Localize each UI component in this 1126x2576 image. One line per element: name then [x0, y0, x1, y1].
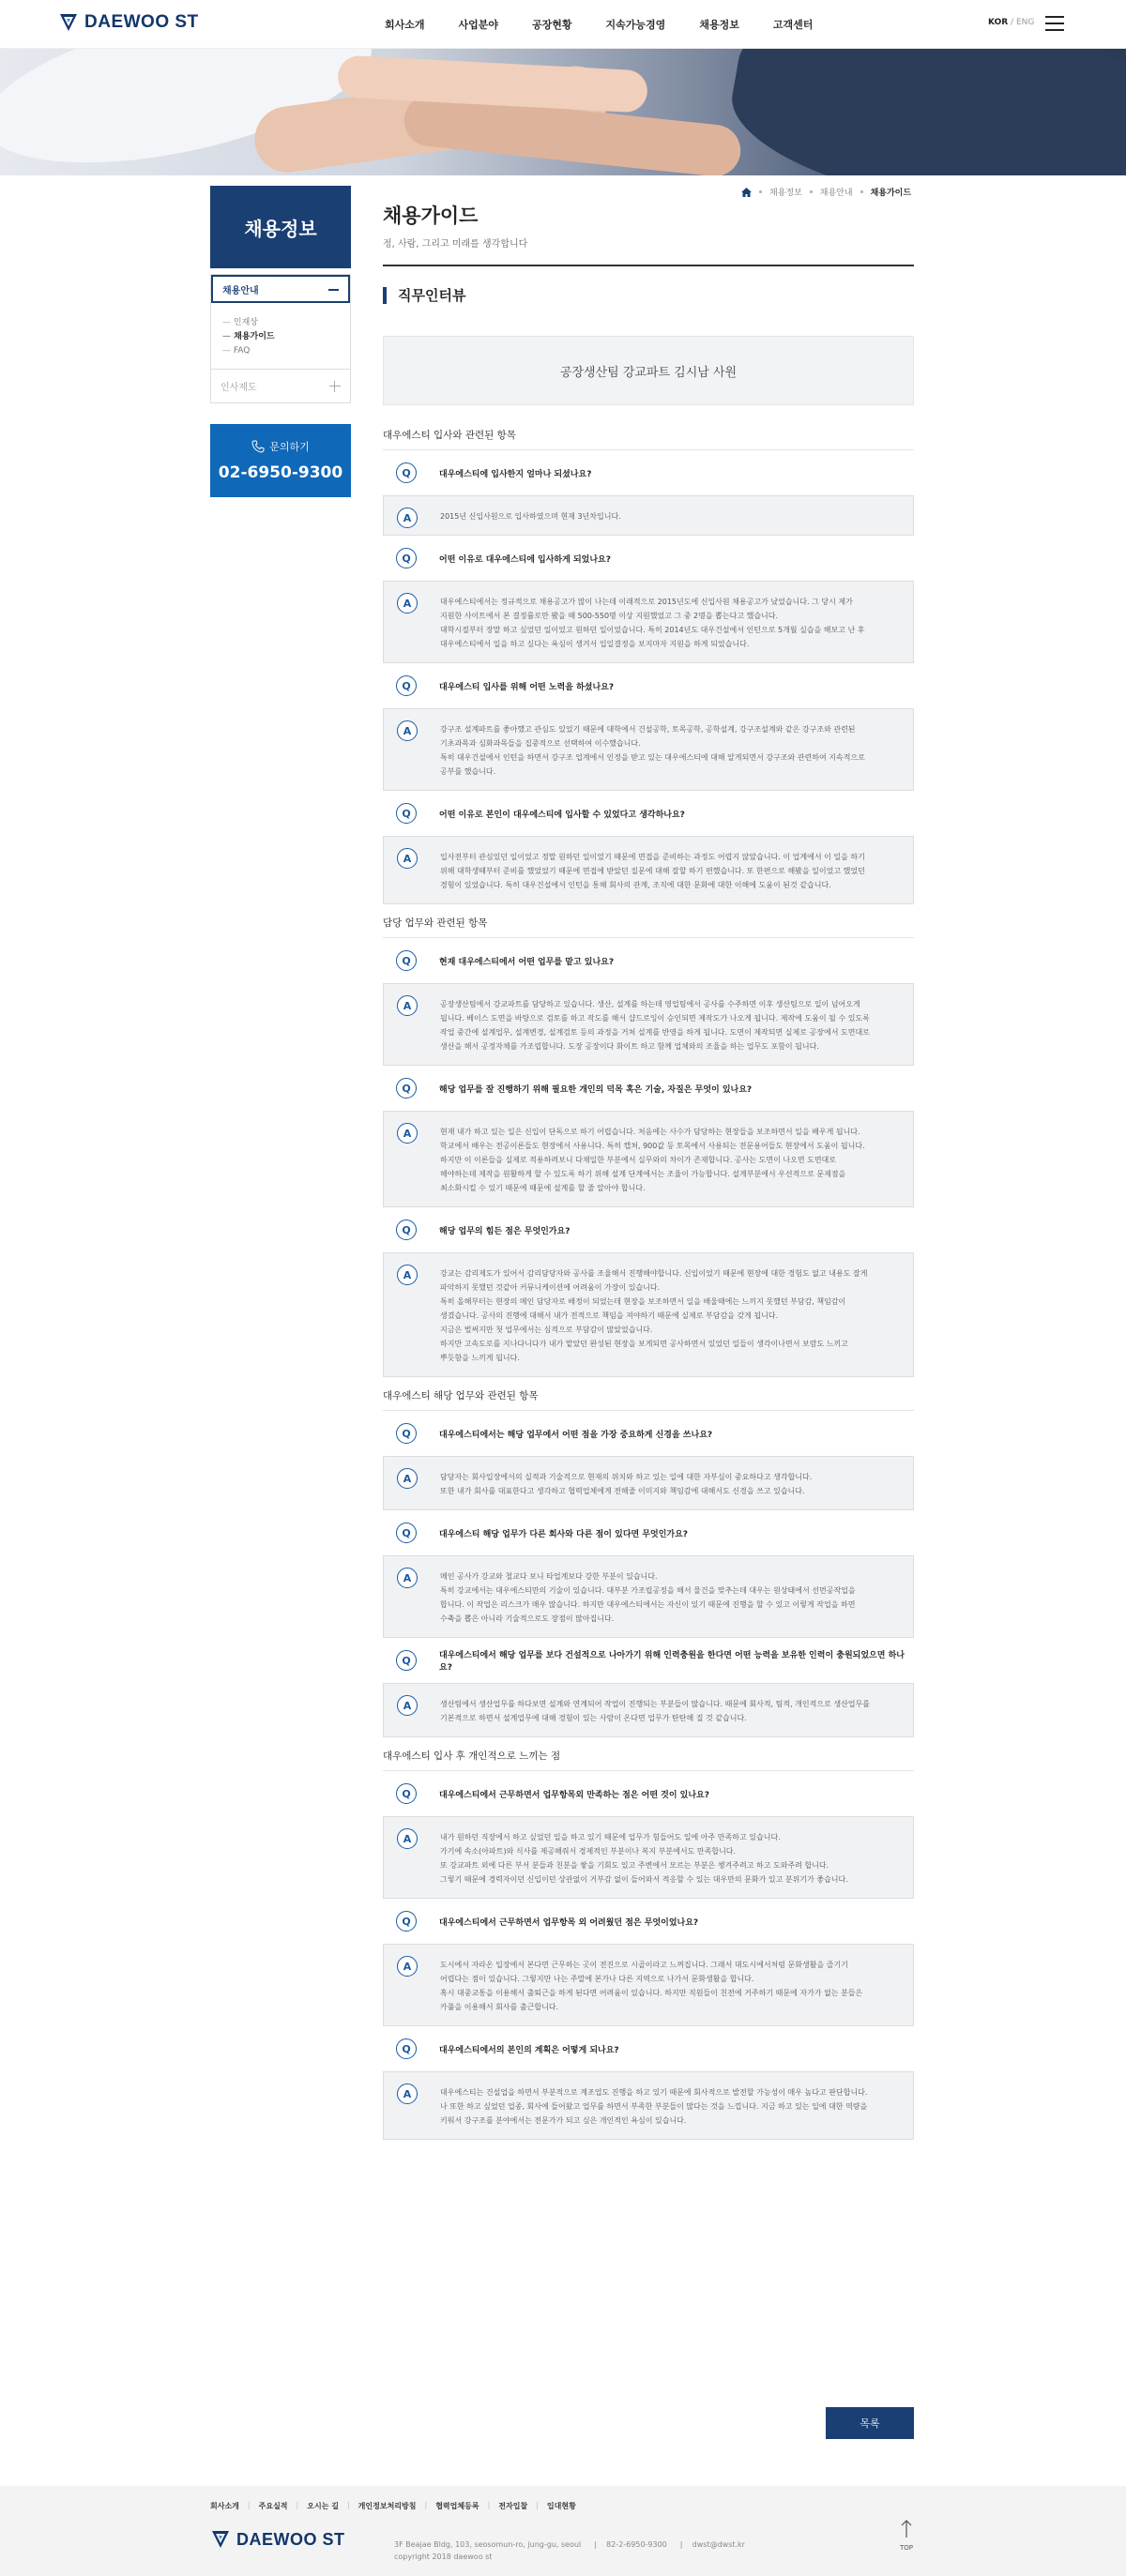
question-badge-icon: Q	[396, 548, 417, 568]
answer-badge-icon: A	[397, 995, 418, 1016]
answer-line: 또 강교파트 외에 다른 부서 분들과 친분을 쌓을 기회도 있고 주변에서 모르는 부분은 챙겨주려고 하고 도와주려 합니다.	[440, 1861, 829, 1870]
nav-item-sustainability[interactable]: 지속가능경영	[605, 19, 666, 31]
footer-menu: 회사소개 | 주요실적 | 오시는 길 | 개인정보처리방침 | 협력업체등록 | 전자입찰 | 입대현황	[210, 2501, 576, 2510]
answer-line: 경험이 있었습니다. 특히 대우건설에서 인턴을 통해 회사의 관계, 조직에 대한 문화에 대한 이해에 도움이 된것 같습니다.	[440, 881, 831, 889]
footer-link[interactable]: 주요실적	[258, 2502, 288, 2510]
logo[interactable]	[58, 12, 199, 33]
question-row	[383, 1510, 914, 1555]
lang-separator: /	[1011, 18, 1014, 27]
answer-line: 합니다. 이 작업은 리스크가 매우 많습니다. 하지만 대우에스티에서는 자신이 있기 때문에 진행을 할 수 있고 이렇게 작업을 하면	[440, 1600, 856, 1609]
footer-link[interactable]: 회사소개	[210, 2502, 239, 2510]
answer-line: 나 또한 하고 싶었던 업종, 회사에 들어왔고 업무를 하면서 부족한 부분들이 많다는 것을 느낍니다. 지금 하고 있는 일에 대한 역량을	[440, 2102, 868, 2111]
qa-category-title: 대우에스티 입사 후 개인적으로 느끼는 점	[383, 1749, 914, 1771]
answer-box	[383, 1252, 914, 1377]
answer-line: 메인 공사가 강교와 철교다 보니 타업계보다 강한 부분이 있습니다.	[440, 1572, 658, 1581]
answer-box	[383, 836, 914, 904]
answer-line: 현재 내가 하고 있는 일은 신입이 단독으로 하기 어렵습니다. 처음에는 사수가 담당하는 현장들을 보조하면서 일을 배우게 됩니다.	[440, 1128, 860, 1136]
answer-line: 지원한 사이트에서 본 결정률로만 봤을 때 500-550명 이상 지원했었고 그 중 2명을 뽑는다고 했습니다.	[440, 612, 779, 620]
question-row	[383, 1411, 914, 1456]
nav-item-customer[interactable]: 고객센터	[772, 19, 814, 31]
minus-icon	[328, 289, 339, 291]
phone-icon	[251, 440, 265, 453]
arrow-up-icon	[900, 2520, 913, 2538]
answer-badge-icon: A	[397, 1468, 418, 1489]
question-row	[383, 1207, 914, 1252]
question-row	[383, 1899, 914, 1944]
question-text: 어떤 이유로 대우에스티에 입사하게 되었나요?	[439, 554, 611, 565]
footer-logo	[210, 2529, 345, 2550]
qa-list	[383, 428, 914, 2140]
breadcrumb-item[interactable]: 채용정보	[769, 189, 802, 198]
contact-number: 02-6950-9300	[218, 463, 343, 482]
question-text: 대우에스티에 입사한지 얼마나 되셨나요?	[439, 469, 592, 479]
answer-box	[383, 581, 914, 663]
question-badge-icon: Q	[396, 1423, 417, 1444]
question-row	[383, 791, 914, 836]
logo-text: DAEWOO ST	[84, 12, 199, 32]
answer-box	[383, 708, 914, 791]
lnb-menu-hr[interactable]	[211, 369, 350, 402]
section-title: 직무인터뷰	[383, 287, 465, 304]
title-divider	[383, 265, 914, 266]
lnb-menu	[210, 274, 351, 403]
answer-line: 공부를 했습니다.	[440, 767, 496, 776]
answer-line: 뿌듯함을 느끼게 됩니다.	[440, 1354, 520, 1362]
answer-line: 그렇기 때문에 경력자이던 신입이던 상관없이 거부감 없이 들어와서 적응할 수 있는 대우만의 문화가 있고 분위기가 좋습니다.	[440, 1875, 848, 1884]
question-row	[383, 1638, 914, 1683]
question-text: 대우에스티에서는 해당 업무에서 어떤 점을 가장 중요하게 신경을 쓰나요?	[439, 1430, 713, 1440]
answer-line: 학교에서 배우는 전공이론들도 현장에서 사용니다. 특히 캡쳐, 900값 등 토목에서 사용되는 전문용어들도 현장에서 도움이 됩니다.	[440, 1142, 865, 1150]
answer-badge-icon: A	[397, 1568, 418, 1588]
footer-link[interactable]: 개인정보처리방침	[358, 2502, 417, 2510]
footer-phone: 82-2-6950-9300	[606, 2540, 667, 2549]
answer-badge-icon: A	[397, 1695, 418, 1716]
answer-line: 생산팀에서 생산업무를 하다보면 설계와 연계되어 작업이 진행되는 부분들이 많습니다. 때문에 회사적, 팀적, 개인적으로 생산업무를	[440, 1700, 870, 1708]
question-text: 대우에스티에서 근무하면서 업무항목외 만족하는 점은 어떤 것이 있나요?	[439, 1790, 709, 1800]
footer	[0, 2486, 1126, 2576]
lnb-active-menu[interactable]	[211, 275, 350, 303]
breadcrumb-item[interactable]: 채용안내	[819, 189, 853, 198]
lnb-sub-item-faq[interactable]: — FAQ	[222, 344, 275, 358]
question-text: 대우에스티 해당 업무가 다른 회사와 다른 점이 있다면 무엇인가요?	[439, 1529, 689, 1539]
answer-box	[383, 1555, 914, 1638]
question-text: 현재 대우에스티에서 어떤 업무를 맡고 있나요?	[439, 957, 615, 967]
footer-email: dwst@dwst.kr	[692, 2540, 745, 2549]
answer-badge-icon: A	[397, 720, 418, 741]
answer-line: 대학시절부터 장말 하고 싶었던 일이었고 원하던 일이었습니다. 특히 2014년도 대우건설에서 인턴으로 5개월 실습을 해보고 난 후	[440, 626, 865, 634]
footer-link[interactable]: 전자입찰	[498, 2502, 528, 2510]
answer-line: 작업 중간에 설계업무, 설계변경, 설계검토 등의 과정을 거쳐 설계를 반영을 하게 됩니다. 도면이 제작되면 실제로 공장에서 도면대로	[440, 1028, 870, 1037]
answer-line: 대우에스티에서 일을 하고 싶다는 욕심이 생겨서 입일결정을 보지마자 지원을 하게 되었습니다.	[440, 640, 750, 648]
answer-badge-icon: A	[397, 1265, 418, 1285]
footer-address: 3F Beajae Bldg, 103, seosomun-ro, jung-gu, seoul	[394, 2540, 582, 2549]
question-badge-icon: Q	[396, 950, 417, 971]
question-text: 대우에스티에서의 본인의 계획은 어떻게 되나요?	[439, 2045, 619, 2055]
lnb-sub-item-talent[interactable]: — 인재상	[222, 316, 275, 330]
lnb-sub-item-guide[interactable]: — 채용가이드	[222, 330, 275, 344]
breadcrumb-current: 채용가이드	[870, 189, 912, 198]
answer-line: 대우에스티는 건설업을 하면서 부분적으로 계조업도 진행을 하고 있기 때문에 회사적으로 발전할 가능성이 매우 높다고 판단합니다.	[440, 2088, 868, 2097]
answer-line: 생겼습니다. 공사의 진행에 대해서 내가 전적으로 책임을 져야하기 때문에 실제로 부담감을 갖게 됩니다.	[440, 1311, 779, 1320]
question-row	[383, 663, 914, 708]
plus-icon	[329, 381, 341, 392]
question-badge-icon: Q	[396, 1911, 417, 1932]
question-text: 대우에스티 입사를 위해 어떤 노력을 하셨나요?	[439, 682, 615, 692]
answer-box	[383, 495, 914, 536]
answer-badge-icon: A	[397, 2084, 418, 2104]
qa-category-title: 대우에스티 입사와 관련된 항목	[383, 428, 914, 450]
footer-copyright: copyright 2018 daewoo st	[394, 2553, 493, 2561]
question-badge-icon: Q	[396, 462, 417, 483]
answer-badge-icon: A	[397, 1956, 418, 1977]
answer-badge-icon: A	[397, 1123, 418, 1144]
answer-line: 기본적으로 하면서 설계업무에 대해 경험이 있는 사람이 온다면 업무가 탄탄해 질 것 같습니다.	[440, 1714, 747, 1722]
answer-line: 입사전부터 관심있던 일이었고 정말 원하던 일이었기 때문에 면접을 준비하는 과정도 어렵지 않았습니다. 이 업계에서 이 일을 하기	[440, 853, 865, 861]
answer-line: 특히 대우건설에서 인턴을 하면서 강구조 업계에서 인정을 받고 있는 대우에스티에 대해 알게되면서 강구조와 관련하여 지속적으로	[440, 753, 865, 762]
answer-badge-icon: A	[397, 508, 418, 528]
answer-box	[383, 1111, 914, 1207]
question-row	[383, 536, 914, 581]
question-text: 대우에스티에서 해당 업무를 보다 건설적으로 나아가기 위해 인력충원을 한다면 어떤 능력을 보유한 인력이 충원되었으면 하나요?	[439, 1651, 905, 1673]
contact-box[interactable]	[210, 424, 351, 497]
answer-line: 됩니다. 베이스 도면을 바탕으로 검토를 하고 작도를 해서 샵드로잉이 승인되면 제작도가 나오게 됩니다. 제작에 도움이 될 수 있도록	[440, 1014, 870, 1023]
question-row	[383, 938, 914, 983]
lnb-title: 채용정보	[210, 186, 351, 268]
question-text: 해당 업무를 잘 진행하기 위해 필요한 개인의 덕목 혹은 기술, 자질은 무엇이 있나요?	[439, 1084, 753, 1095]
hamburger-menu-icon[interactable]	[1045, 16, 1064, 31]
answer-line: 내가 원하던 직장에서 하고 싶었던 일을 하고 있기 때문에 업무가 힘들어도 일에 아주 만족하고 있습니다.	[440, 1833, 781, 1841]
answer-line: 하지만 고속도로를 지나다니다가 내가 맡았던 완성된 현장을 보게되면 공사하면서 있었던 일들이 생각이나면서 보람도 느끼고	[440, 1340, 848, 1348]
answer-line: 강교는 감리제도가 있어서 감리담당자와 공사를 조율해서 진행해야합니다. 신입이었기 때문에 현장에 대한 경험도 없고 내용도 잘게	[440, 1269, 868, 1278]
footer-link[interactable]: 오시는 길	[307, 2502, 339, 2510]
answer-line: 위해 대학생때부터 준비를 했었었기 때문에 면접에 받았던 질문에 대해 잘할 하기 편했습니다. 또 한편으로 해봤을 일이었고 했었던	[440, 867, 865, 875]
main-nav	[385, 0, 813, 49]
contact-label: 문의하기	[269, 441, 310, 453]
answer-badge-icon: A	[397, 848, 418, 869]
answer-badge-icon: A	[397, 1828, 418, 1849]
answer-box	[383, 2071, 914, 2140]
answer-line: 또한 내가 회사를 대표한다고 생각하고 협력업체에게 전해줄 이미지와 책임감에 대해서도 신경을 쓰고 있습니다.	[440, 1487, 805, 1495]
interviewee-box: 공장생산팀 강교파트 김시남 사원	[383, 336, 914, 405]
question-row	[383, 450, 914, 495]
question-row	[383, 1066, 914, 1111]
qa-category-title: 대우에스티 해당 업무와 관련된 항목	[383, 1388, 914, 1411]
answer-line: 최소화시킬 수 있기 때문에 때문에 설계를 할 줄 알아야 합니다.	[440, 1184, 646, 1192]
home-icon[interactable]	[741, 188, 752, 197]
question-row	[383, 1771, 914, 1816]
answer-box	[383, 983, 914, 1066]
question-text: 대우에스티에서 근무하면서 업무항목 외 어려웠던 점은 무엇이었나요?	[439, 1917, 699, 1928]
answer-box	[383, 1816, 914, 1899]
nav-item-company[interactable]: 회사소개	[385, 19, 425, 31]
logo-mark-icon	[58, 12, 79, 33]
answer-line: 파악하지 못했던 것같아 커뮤니케이션에 어려움이 가장이 있습니다.	[440, 1283, 661, 1292]
answer-line: 생산을 해서 공정자체를 가조립합니다. 도장 공장이다 화이트 하고 함께 업체와의 조율을 하는 업무도 포함이 됩니다.	[440, 1042, 819, 1051]
answer-line: 수축을 뽑은 아니라 기술적으로도 장점이 많아집니다.	[440, 1614, 615, 1623]
answer-line: 하지만 이 이론들을 실제로 적용하려보니 다채일한 부분에서 실무와의 차이가 존재합니다. 공사는 도면이 나오면 도면대로	[440, 1156, 836, 1164]
answer-line: 키워서 강구조를 분야에서는 전문가가 되고 싶은 개인적인 욕심이 있습니다.	[440, 2116, 687, 2125]
lnb-submenu	[222, 316, 275, 358]
lnb-menu-hr-label: 인사제도	[221, 383, 257, 393]
breadcrumb	[741, 186, 911, 198]
answer-line: 어렵다는 점이 있습니다. 그렇지만 나는 주말에 본가나 다른 지역으로 나가서 문화생활을 합니다.	[440, 1975, 754, 1983]
answer-line: 해야하는데 제작을 원활하게 할 수 있도록 하기 위해 설계 단계에서는 조율이 가능합니다. 설계부분에서 우선적으로 문제점을	[440, 1170, 846, 1178]
answer-box	[383, 1456, 914, 1510]
nav-item-recruit[interactable]: 채용정보	[699, 19, 739, 31]
footer-info: 3F Beajae Bldg, 103, seosomun-ro, jung-gu, seoul | 82-2-6950-9300 | dwst@dwst.kr copyright 2018 daewoo st	[394, 2538, 758, 2563]
page-subtitle: 정, 사람, 그리고 미래를 생각합니다	[383, 239, 528, 250]
answer-line: 가기에 속소(아파트)와 식사를 제공해줘서 경제적인 부분이나 복지 부분에서도 만족합니다.	[440, 1847, 737, 1856]
question-text: 어떤 이유로 본인이 대우에스티에 입사할 수 있었다고 생각하나요?	[439, 810, 685, 820]
answer-line: 기초과목과 심화과목들을 집중적으로 선택하여 이수했습니다.	[440, 739, 641, 748]
answer-line: 도시에서 자라온 입장에서 본다면 근무하는 곳이 전진으로 시골이라고 느껴집니다. 그래서 대도시에서처럼 문화생활을 즐기기	[440, 1961, 848, 1969]
lang-kor[interactable]: KOR	[988, 18, 1009, 27]
answer-line: 지금은 벌써지만 첫 업무에서는 심적으로 부담감이 많았었습니다.	[440, 1326, 653, 1334]
lnb-active-label: 채용안내	[222, 285, 259, 296]
header	[0, 0, 1126, 49]
hero-banner	[0, 49, 1126, 175]
answer-line: 공장생산팀에서 강교파트를 담당하고 있습니다. 생산, 설계를 하는데 영업팀에서 공사를 수주하면 이후 생산팀으로 일이 넘어오게	[440, 1000, 860, 1008]
question-row	[383, 2026, 914, 2071]
footer-link[interactable]: 입대현황	[546, 2502, 576, 2510]
answer-line: 2015년 신입사원으로 입사하였으며 현재 3년차입니다.	[440, 512, 621, 521]
question-text: 해당 업무의 힘든 점은 무엇인가요?	[439, 1226, 571, 1236]
nav-item-factory[interactable]: 공장현황	[532, 19, 572, 31]
question-badge-icon: Q	[396, 2038, 417, 2059]
question-badge-icon: Q	[396, 1783, 417, 1804]
nav-item-business[interactable]: 사업분야	[458, 19, 499, 31]
question-badge-icon: Q	[396, 675, 417, 696]
top-label: TOP	[899, 2544, 913, 2552]
answer-line: 담당자는 회사입장에서의 실적과 기술적으로 현재의 위치와 하고 있는 일에 대한 자부심이 중요하다고 생각합니다.	[440, 1473, 813, 1481]
question-badge-icon: Q	[396, 1078, 417, 1099]
question-badge-icon: Q	[396, 1523, 417, 1543]
qa-category-title: 담당 업무와 관련된 항목	[383, 916, 914, 938]
question-badge-icon: Q	[396, 803, 417, 824]
footer-logo-text: DAEWOO ST	[236, 2529, 345, 2549]
answer-line: 혹시 대중교통을 이용해서 출퇴근을 하게 된다면 어려움이 있습니다. 하지만 직원들이 친전에 거주하기 때문에 자가가 없는 분들은	[440, 1989, 863, 1997]
answer-line: 카풀을 이용해서 회사를 출근합니다.	[440, 2003, 559, 2011]
page-title: 채용가이드	[383, 205, 479, 227]
question-badge-icon: Q	[396, 1650, 417, 1671]
logo-mark-icon	[210, 2529, 231, 2550]
list-button[interactable]: 목록	[826, 2407, 914, 2439]
question-badge-icon: Q	[396, 1220, 417, 1240]
answer-box	[383, 1683, 914, 1737]
footer-link[interactable]: 협력업체등록	[435, 2502, 479, 2510]
answer-badge-icon: A	[397, 593, 418, 614]
answer-line: 특히 올해부터는 현장의 메인 담당자로 배정이 되었는데 현장을 보조하면서 일을 배울때에는 느끼지 못했던 부담감, 책임감이	[440, 1297, 846, 1306]
answer-line: 특히 강교에서는 대우에스티만의 기술이 있습니다. 대부분 가조립공정을 해서 물건을 맞추는데 대우는 원상태에서 선먼공작업을	[440, 1586, 856, 1595]
answer-line: 대우에스티에서는 정규적으로 채용공고가 많이 나는데 이래적으로 2015년도에 신입사원 채용공고가 났었습니다. 그 당시 제가	[440, 598, 853, 606]
top-button[interactable]	[894, 2520, 919, 2563]
lang-eng[interactable]: ENG	[1015, 18, 1035, 27]
answer-line: 강구조 설계파트를 좋아했고 관심도 있었기 때문에 대학에서 건설공학, 토목공학, 공학설계, 강구조설계와 같은 강구조와 관련된	[440, 725, 856, 734]
answer-box	[383, 1944, 914, 2026]
language-switch	[988, 18, 1034, 27]
